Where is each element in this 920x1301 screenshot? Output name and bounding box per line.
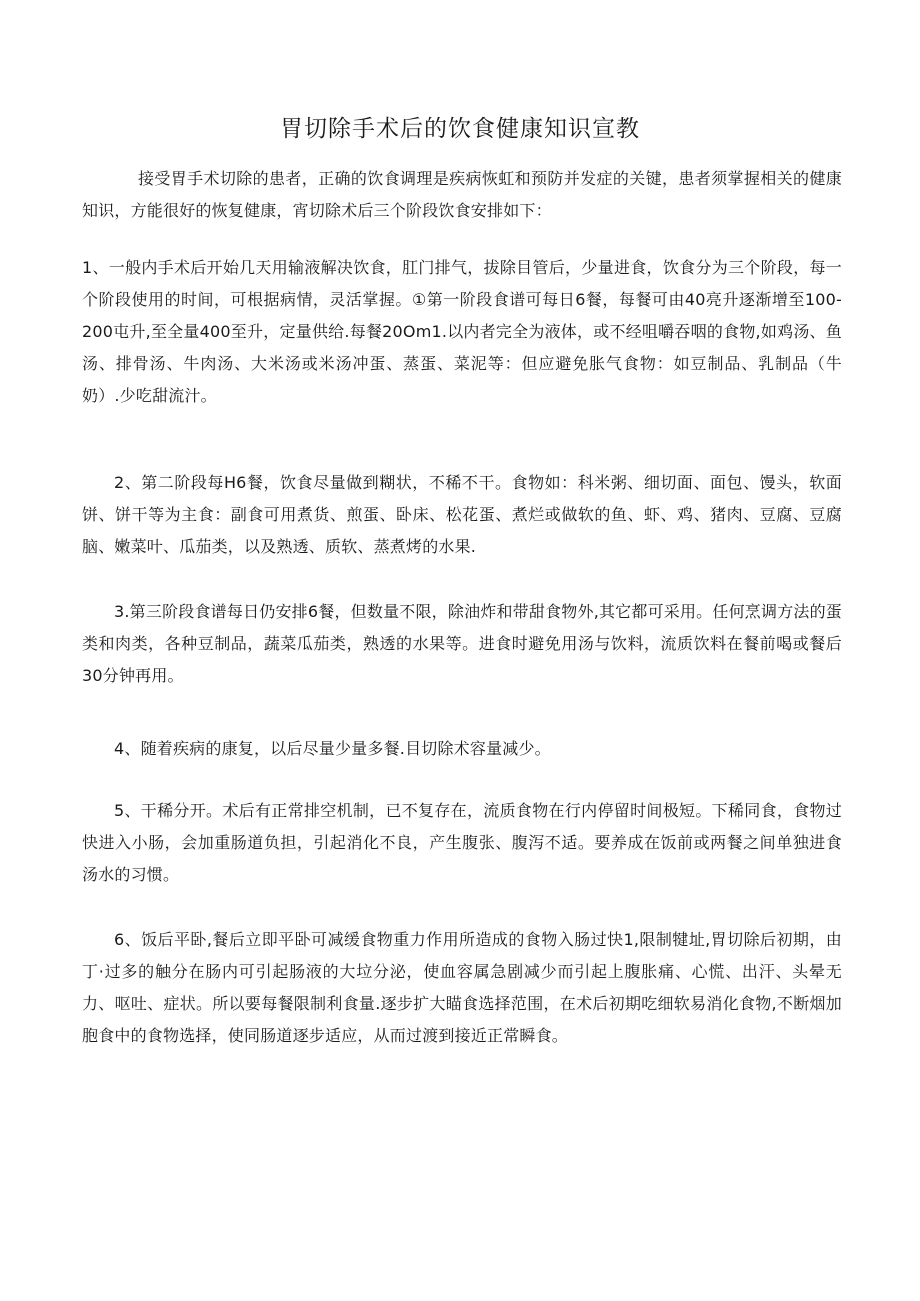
paragraph-dry-wet-separation: 5、干稀分开。术后有正常排空机制，已不复存在，流质食物在行内停留时间极短。下稀同食，食物过快进入小肠，会加重肠道负担，引起消化不良，产生腹张、腹泻不适。要养成在饭前或两餐之间单独进食汤水的习惯。	[82, 801, 842, 884]
paragraph-stage-two: 2、第二阶段每H6餐，饮食尽量做到糊状，不稀不干。食物如：科米粥、细切面、面包、馒头，软面饼、饼干等为主食：副食可用煮货、煎蛋、卧床、松花蛋、煮烂或做软的鱼、虾、鸡、猪肉、豆腐、豆腐脑、嫩菜叶、瓜茄类，以及熟透、质软、蒸煮烤的水果.	[82, 473, 842, 556]
document-title: 胃切除手术后的饮食健康知识宣教	[280, 116, 640, 142]
paragraph-recovery: 4、随着疾病的康复，以后尽量少量多餐.目切除术容量减少。	[114, 739, 551, 758]
intro-paragraph: 接受胃手术切除的患者，正确的饮食调理是疾病恢虹和预防并发症的关键，患者须掌握相关的健康知识，方能很好的恢复健康，宵切除术后三个阶段饮食安排如下：	[82, 169, 842, 220]
paragraph-lie-down-after-meal: 6、饭后平卧,餐后立即平卧可减缓食物重力作用所造成的食物入肠过快1,限制犍址,胃切除后初期，由丁·过多的触分在肠内可引起肠液的大垃分泌，使血容属急剧减少而引起上腹胀痛、心慌、出汗、头晕无力、呕吐、症状。所以要每餐限制利食量.逐步扩大瞄食选择范围，在术后初期吃细软易消化食物,不断烟加胞食中的食物选择，使同肠道逐步适应，从而过渡到接近正常瞬食。	[82, 930, 842, 1045]
paragraph-stage-one: 1、一般内手术后开始几天用输液解决饮食，肛门排气，拔除目管后，少量进食，饮食分为三个阶段，每一个阶段使用的时间，可根据病情，灵活掌握。①第一阶段食谱可每日6餐，每餐可由40亮升逐渐增至100-200屯升,至全量400至升，定量供给.每餐20Om1.以内者完全为液体，或不经咀嚼吞咽的食物,如鸡汤、鱼汤、排骨汤、牛肉汤、大米汤或米汤冲蛋、蒸蛋、菜泥等：但应避免胀气食物：如豆制品、乳制品（牛奶）.少吃甜流汁。	[82, 258, 842, 405]
paragraph-stage-three: 3.第三阶段食谱每日仍安排6餐，但数量不限，除油炸和带甜食物外,其它都可采用。任何烹调方法的蛋类和肉类，各种豆制品，蔬菜瓜茄类，熟透的水果等。进食时避免用汤与饮料，流质饮料在餐前喝或餐后30分钟再用。	[82, 602, 842, 685]
